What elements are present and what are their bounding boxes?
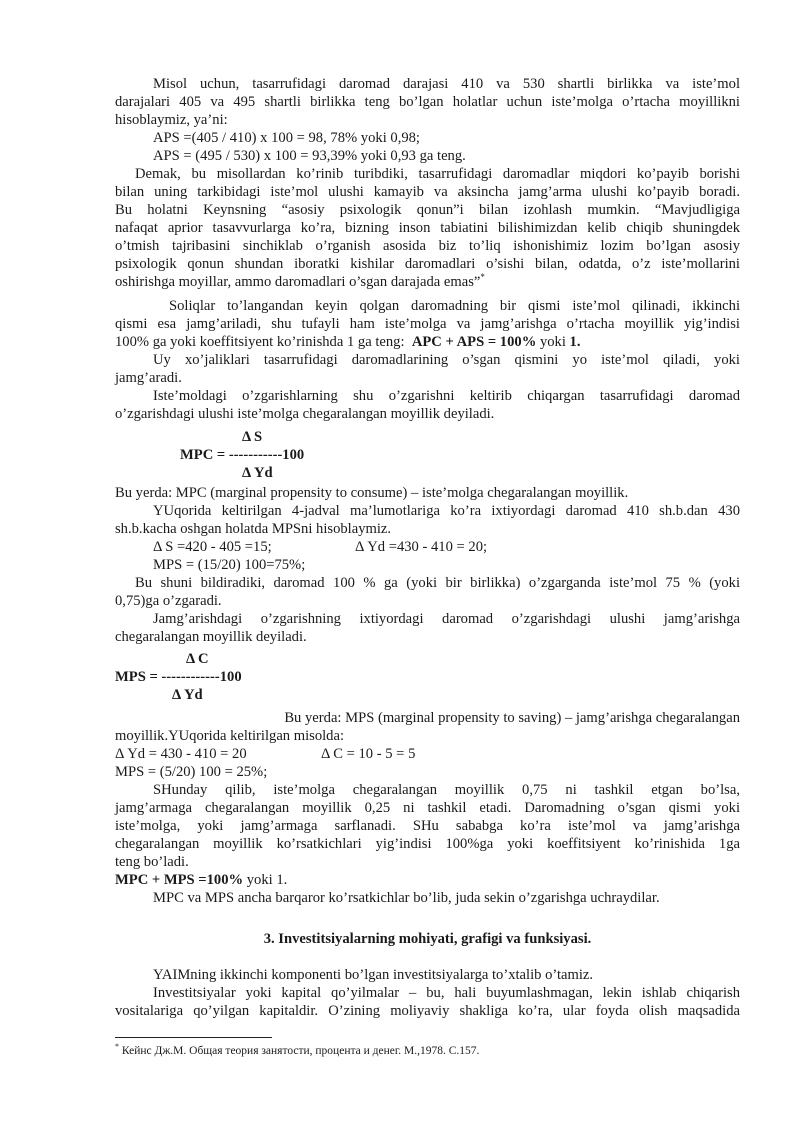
mpc-numerator: Δ S (242, 429, 263, 445)
calc-dyd: Δ Yd = 430 - 410 = 20 (115, 746, 247, 762)
paragraph-line: Bu yerda: MPC (marginal propensity to consume) – iste’molga chegaralangan moyillik. (115, 485, 629, 501)
paragraph-line (115, 333, 740, 351)
paragraph-line: psixologik qonun shundan iboratki kishilar daromadlari o’sishi bilan, odatda, o’z iste’mollarini (115, 256, 740, 272)
paragraph-line: Iste’moldagi o’zgarishlarning shu o’zgarishni keltirib chiqargan tasarrufidagi daromad (153, 388, 740, 404)
paragraph-line: Jamg’arishdagi o’zgarishning ixtiyordagi daromad o’zgarishdagi ulushi jamg’arishga (153, 611, 740, 627)
paragraph-line: jamg’armaga chegaralangan moyillik 0,25 ni tashkil etadi. Daromadning o’sgan qismi yoki (115, 800, 740, 816)
text: 100% ga yoki koeffitsiyent ko’rinishda 1 ga teng: (115, 334, 405, 350)
paragraph-line: chegaralangan moyillik ko’rsatkichlari yig’indisi 100%ga yoki koeffitsiyent ko’rinishida 1ga (115, 836, 740, 852)
paragraph-line: o’tmish tajribasini sinchiklab o’rganish asosida biz to’liq ishonishimiz lozim bo’lgan asosiy (115, 238, 740, 254)
paragraph-line (115, 273, 740, 291)
text: yoki 1. (243, 872, 288, 888)
paragraph-line: chegaralangan moyillik deyiladi. (115, 629, 307, 645)
mpc-mps-formula: MPC + MPS =100% (115, 872, 244, 888)
formula-line: MPS = (15/20) 100=75%; (153, 557, 306, 573)
formula-line: APS = (495 / 530) x 100 = 93,39% yoki 0,93 ga teng. (153, 148, 466, 164)
footnote (115, 1044, 479, 1058)
footnote-divider (115, 1037, 272, 1038)
calc-ds: Δ S =420 - 405 =15; (153, 539, 272, 555)
paragraph-line: Demak, bu misollardan ko’rinib turibdiki, tasarrufidagi daromadlar miqdori ko’payib borishi (135, 166, 740, 182)
paragraph-line: Bu shuni bildiradiki, daromad 100 % ga (yoki bir birlikka) o’zgarganda iste’mol 75 % (yoki (135, 575, 740, 591)
formula-line: MPS = (5/20) 100 = 25%; (115, 764, 268, 780)
footnote-text: Кейнс Дж.М. Общая теория занятости, процента и денег. М.,1978. С.157. (121, 1045, 480, 1057)
quote-end-text: oshirishga moyillar, ammo daromadlari o’sgan darajada emas” (115, 274, 481, 290)
paragraph-line: bilan uning tarkibidagi iste’mol ulushi kamayib va aksincha jamg’arma ulushi ko’payib boradi. (115, 184, 740, 200)
mpc-denominator: Δ Yd (242, 465, 273, 481)
paragraph-line: YAIMning ikkinchi komponenti bo’lgan investitsiyalarga to’xtalib o’tamiz. (153, 967, 594, 983)
mpc-formula: MPC = -----------100 (180, 447, 305, 463)
paragraph-line: darajalari 405 va 495 shartli birlikka teng bo’lgan holatlar uchun iste’molga o’rtacha moyillikni (115, 94, 740, 110)
mps-formula: MPS = ------------100 (115, 669, 242, 685)
paragraph-line: nafaqat aprior tasavvurlarga ko’ra, bizning inson tabiatini bilishimizdan kelib chiqib shuningdek (115, 220, 740, 236)
paragraph-line: Bu yerda: MPS (marginal propensity to saving) – jamg’arishga chegaralangan (284, 710, 740, 726)
paragraph-line: 0,75)ga o’zgaradi. (115, 593, 222, 609)
paragraph-line: Misol uchun, tasarrufidagi daromad darajasi 410 va 530 shartli birlikka va iste’mol (153, 76, 740, 92)
calc-dyd: Δ Yd =430 - 410 = 20; (355, 539, 488, 555)
paragraph-line: Uy xo’jaliklari tasarrufidagi daromadlarining o’sgan qismini yo iste’mol qiladi, yoki (153, 352, 740, 368)
paragraph-line: qismi esa jamg’ariladi, shu tufayli ham iste’molga va jamg’arishga o’rtacha moyillik yig’indisi (115, 316, 740, 332)
paragraph-line: YUqorida keltirilgan 4-jadval ma’lumotlariga ko’ra ixtiyordagi daromad 410 sh.b.dan 430 (153, 503, 740, 519)
paragraph-line: Bu holatni Keynsning “asosiy psixologik qonun”i bilan izohlash mumkin. “Mavjudligiga (115, 202, 740, 218)
paragraph-line: jamg’aradi. (115, 370, 182, 386)
footnote-marker: * (480, 272, 485, 283)
section-heading: 3. Investitsiyalarning mohiyati, grafigi va funksiyasi. (263, 931, 592, 947)
paragraph-line: Soliqlar to’langandan keyin qolgan daromadning bir qismi iste’mol qilinadi, ikkinchi (169, 298, 740, 314)
paragraph-line: moyillik.YUqorida keltirilgan misolda: (115, 728, 345, 744)
paragraph-line: iste’molga, yoki jamg’armaga sarflanadi. SHu sababga ko’ra iste’mol va jamg’arishga (115, 818, 740, 834)
one-value: 1. (569, 334, 581, 350)
formula-line: APS =(405 / 410) x 100 = 98, 78% yoki 0,98; (153, 130, 420, 146)
text: yoki (536, 334, 570, 350)
mps-denominator: Δ Yd (172, 687, 203, 703)
paragraph-line: vositalariga qo’yilgan kapitaldir. O’zining moliyaviy shakliga ko’ra, ular foyda olish maqsadida (115, 1003, 740, 1019)
paragraph-line: teng bo’ladi. (115, 854, 189, 870)
paragraph-line: MPC va MPS ancha barqaror ko’rsatkichlar bo’lib, juda sekin o’zgarishga uchraydilar. (153, 890, 660, 906)
footnote-marker: * (115, 1042, 119, 1052)
paragraph-line: o’zgarishdagi ulushi iste’molga chegaralangan moyillik deyiladi. (115, 406, 495, 422)
calc-dc: Δ C = 10 - 5 = 5 (321, 746, 416, 762)
apc-aps-formula: APC + APS = 100% (411, 334, 537, 350)
paragraph-line: SHunday qilib, iste’molga chegaralangan moyillik 0,75 ni tashkil etgan bo’lsa, (153, 782, 740, 798)
sum-line (115, 871, 740, 889)
mps-numerator: Δ C (186, 651, 209, 667)
paragraph-line: Investitsiyalar yoki kapital qo’yilmalar – bu, hali buyumlashmagan, lekin ishlab chiqarish (153, 985, 740, 1001)
paragraph-line: hisoblaymiz, ya’ni: (115, 112, 228, 128)
paragraph-line: sh.b.kacha oshgan holatda MPSni hisoblaymiz. (115, 521, 392, 537)
